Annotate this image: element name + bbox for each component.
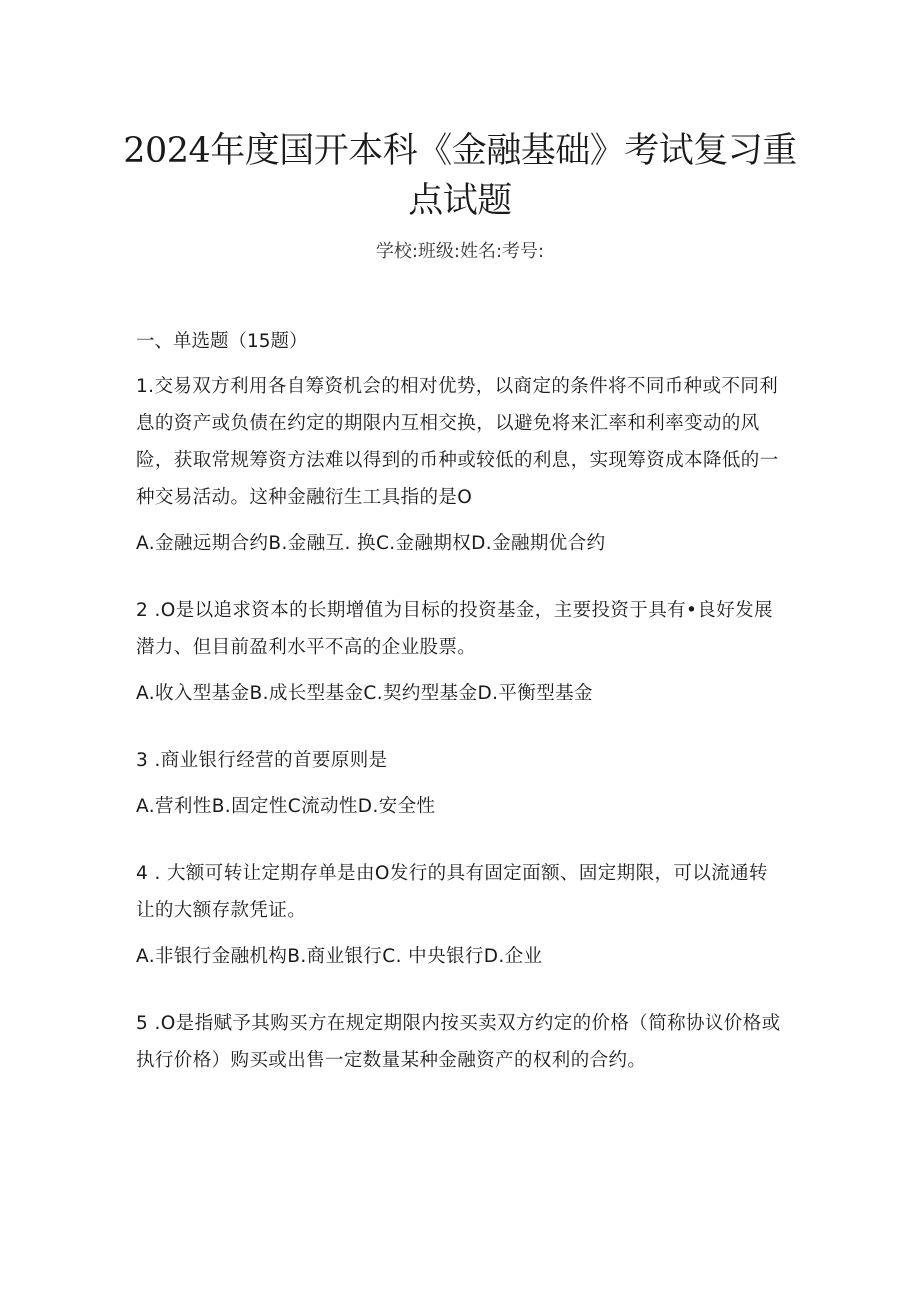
question-2 <box>136 592 786 712</box>
question-text: 1.交易双方利用各自筹资机会的相对优势，以商定的条件将不同币种或不同利息的资产或负债在约定的期限内互相交换，以避免将来汇率和利率变动的风险，获取常规筹资方法难以得到的币种或较低的利息，实现筹资成本降低的一种交易活动。这种金融衍生工具指的是O <box>136 376 779 508</box>
question-text: 2 .O是以追求资本的长期增值为目标的投资基金，主要投资于具有•良好发展潜力、但目前盈利水平不高的企业股票。 <box>136 600 773 658</box>
question-options: A.非银行金融机构B.商业银行C. 中央银行D.企业 <box>136 946 543 967</box>
question-options: A.营利性B.固定性C流动性D.安全性 <box>136 796 436 817</box>
question-1 <box>136 368 786 562</box>
question-5 <box>136 1005 786 1079</box>
page-title-line-1: 2024年度国开本科《金融基础》考试复习重 <box>123 131 797 171</box>
section-heading: 一、单选题（15题） <box>136 331 308 352</box>
question-text: 3 .商业银行经营的首要原则是 <box>136 750 388 771</box>
question-section <box>136 322 786 1088</box>
question-options: A.金融远期合约B.金融互. 换C.金融期权D.金融期优合约 <box>136 533 606 554</box>
question-text: 4 . 大额可转让定期存单是由O发行的具有固定面额、固定期限，可以流通转让的大额存款凭证。 <box>136 863 768 921</box>
page-title <box>120 126 800 226</box>
question-3 <box>136 742 786 825</box>
student-info-line: 学校:班级:姓名:考号: <box>375 241 545 262</box>
page-title-line-2: 点试题 <box>408 181 512 221</box>
question-text: 5 .O是指赋予其购买方在规定期限内按买卖双方约定的价格（简称协议价格或执行价格）购买或出售一定数量某种金融资产的权利的合约。 <box>136 1013 781 1071</box>
question-4 <box>136 855 786 975</box>
question-options: A.收入型基金B.成长型基金C.契约型基金D.平衡型基金 <box>136 683 593 704</box>
